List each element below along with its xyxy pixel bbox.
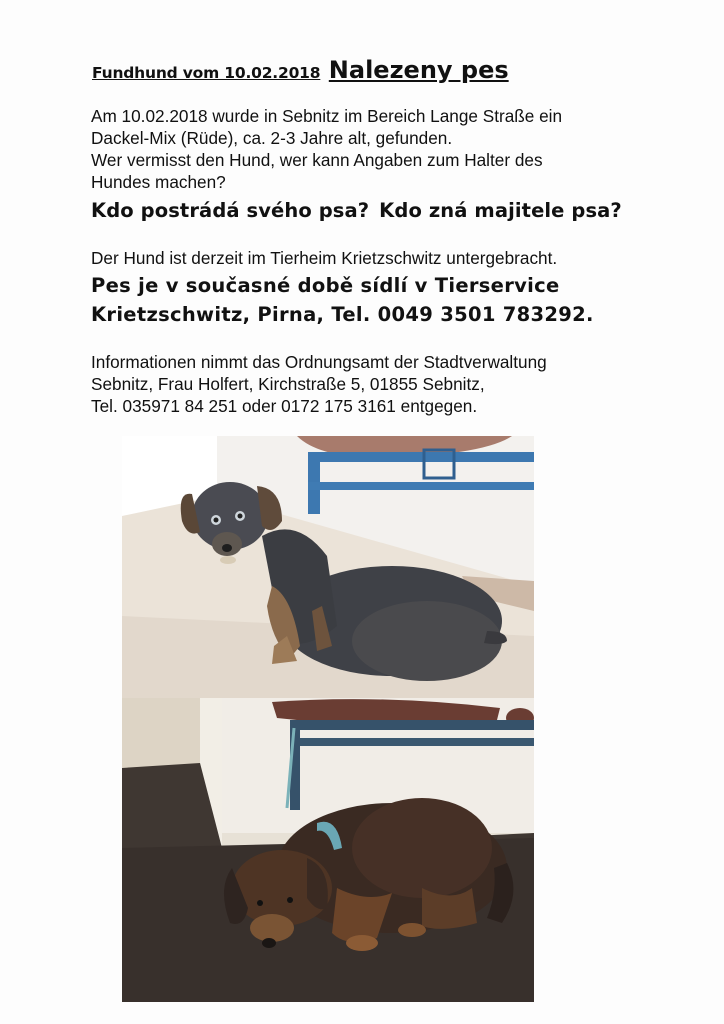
shelter-german: Der Hund ist derzeit im Tierheim Krietzschwitz untergebracht. xyxy=(91,248,558,268)
contact-line: Informationen nimmt das Ordnungsamt der Stadtverwaltung xyxy=(91,352,547,372)
contact-info xyxy=(91,351,651,417)
shelter-czech-line: Krietzschwitz, Pirna, Tel. 0049 3501 783292. xyxy=(91,303,594,326)
czech-questions xyxy=(91,199,622,222)
shelter-czech-line: Pes je v současné době sídlí v Tierservice xyxy=(91,274,560,297)
czech-question-owner-missing: Kdo postrádá svého psa? xyxy=(91,199,370,222)
description-line: Am 10.02.2018 wurde in Sebnitz im Bereich Lange Straße ein xyxy=(91,106,563,126)
dog-photo-sitting xyxy=(122,436,534,698)
page-title xyxy=(92,56,509,84)
title-german: Fundhund vom 10.02.2018 xyxy=(92,64,321,82)
found-description xyxy=(91,105,651,193)
czech-question-who-knows-owner: Kdo zná majitele psa? xyxy=(379,199,622,222)
description-line: Dackel-Mix (Rüde), ca. 2-3 Jahre alt, gefunden. xyxy=(91,128,453,148)
description-line: Hundes machen? xyxy=(91,172,226,192)
shelter-czech xyxy=(91,271,691,329)
title-czech: Nalezeny pes xyxy=(328,56,509,84)
contact-line: Sebnitz, Frau Holfert, Kirchstraße 5, 01855 Sebnitz, xyxy=(91,374,485,394)
contact-line: Tel. 035971 84 251 oder 0172 175 3161 entgegen. xyxy=(91,396,478,416)
dog-photo-crouching xyxy=(122,698,534,1002)
description-line: Wer vermisst den Hund, wer kann Angaben zum Halter des xyxy=(91,150,543,170)
